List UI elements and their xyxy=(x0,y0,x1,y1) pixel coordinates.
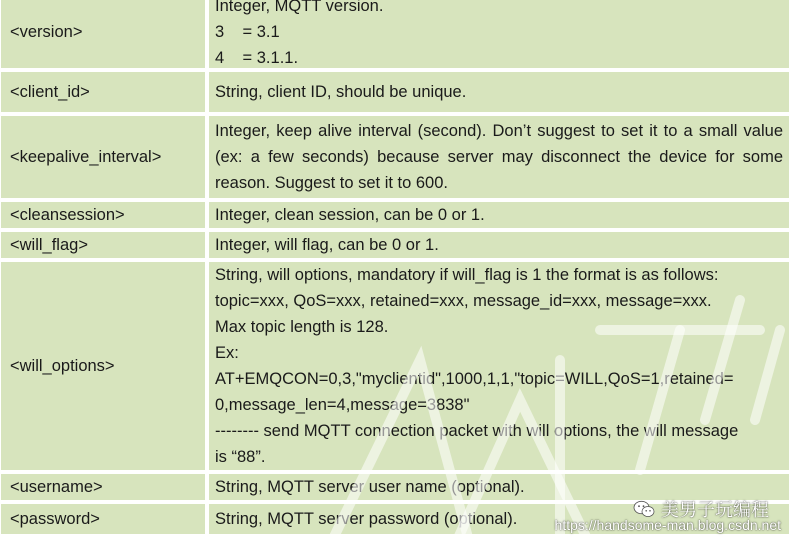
version-number: 4 xyxy=(215,49,225,67)
param-description xyxy=(209,0,789,68)
param-description xyxy=(209,116,789,198)
param-name: <will_options> xyxy=(1,262,209,470)
version-value: = 3.1 xyxy=(242,23,280,41)
table-row xyxy=(0,232,789,262)
version-value: = 3.1.1. xyxy=(242,49,299,67)
table-row xyxy=(0,0,789,72)
description-line: AT+EMQCON=0,3,"myclientid",1000,1,1,"topic=WILL,QoS=1,retained= xyxy=(215,370,734,388)
param-name: <will_flag> xyxy=(1,232,209,258)
description-line: String, MQTT server password (optional). xyxy=(215,510,518,528)
param-name: <client_id> xyxy=(1,72,209,112)
description-line: Integer, clean session, can be 0 or 1. xyxy=(215,206,485,224)
version-number: 3 xyxy=(215,23,225,41)
description-line: topic=xxx, QoS=xxx, retained=xxx, message_id=xxx, message=xxx. xyxy=(215,292,712,310)
table-row xyxy=(0,72,789,116)
table-row xyxy=(0,202,789,232)
description-line: -------- send MQTT connection packet with will options, the will message xyxy=(215,422,739,440)
param-description xyxy=(209,202,789,228)
param-description xyxy=(209,262,789,470)
brand-name: 美男子玩编程 xyxy=(661,500,769,520)
param-description xyxy=(209,232,789,258)
description-line: Integer, will flag, can be 0 or 1. xyxy=(215,236,439,254)
description-line: Ex: xyxy=(215,344,239,362)
description-line xyxy=(215,45,783,71)
param-description xyxy=(209,72,789,112)
description-line xyxy=(215,19,783,45)
description-line: String, MQTT server user name (optional). xyxy=(215,478,525,496)
param-name: <password> xyxy=(1,504,209,534)
description-paragraph: Integer, keep alive interval (second). Don’t suggest to set it to a small value (ex: a few seconds) because server may disconnect the device for some reason. Suggest to set it to 600. xyxy=(215,122,783,192)
description-line: String, client ID, should be unique. xyxy=(215,83,467,101)
param-name: <cleansession> xyxy=(1,202,209,228)
param-name: <username> xyxy=(1,474,209,500)
wechat-icon xyxy=(633,500,655,518)
description-line: is “88”. xyxy=(215,448,266,466)
description-line: 0,message_len=4,message=3838" xyxy=(215,396,470,414)
table-row xyxy=(0,116,789,202)
table-row xyxy=(0,262,789,474)
watermark-url: https://handsome-man.blog.csdn.net xyxy=(554,517,781,533)
description-line: String, will options, mandatory if will_flag is 1 the format is as follows: xyxy=(215,266,719,284)
param-name: <version> xyxy=(1,0,209,68)
description-line: Integer, MQTT version. xyxy=(215,0,384,15)
description-line: Max topic length is 128. xyxy=(215,318,389,336)
param-name: <keepalive_interval> xyxy=(1,116,209,198)
